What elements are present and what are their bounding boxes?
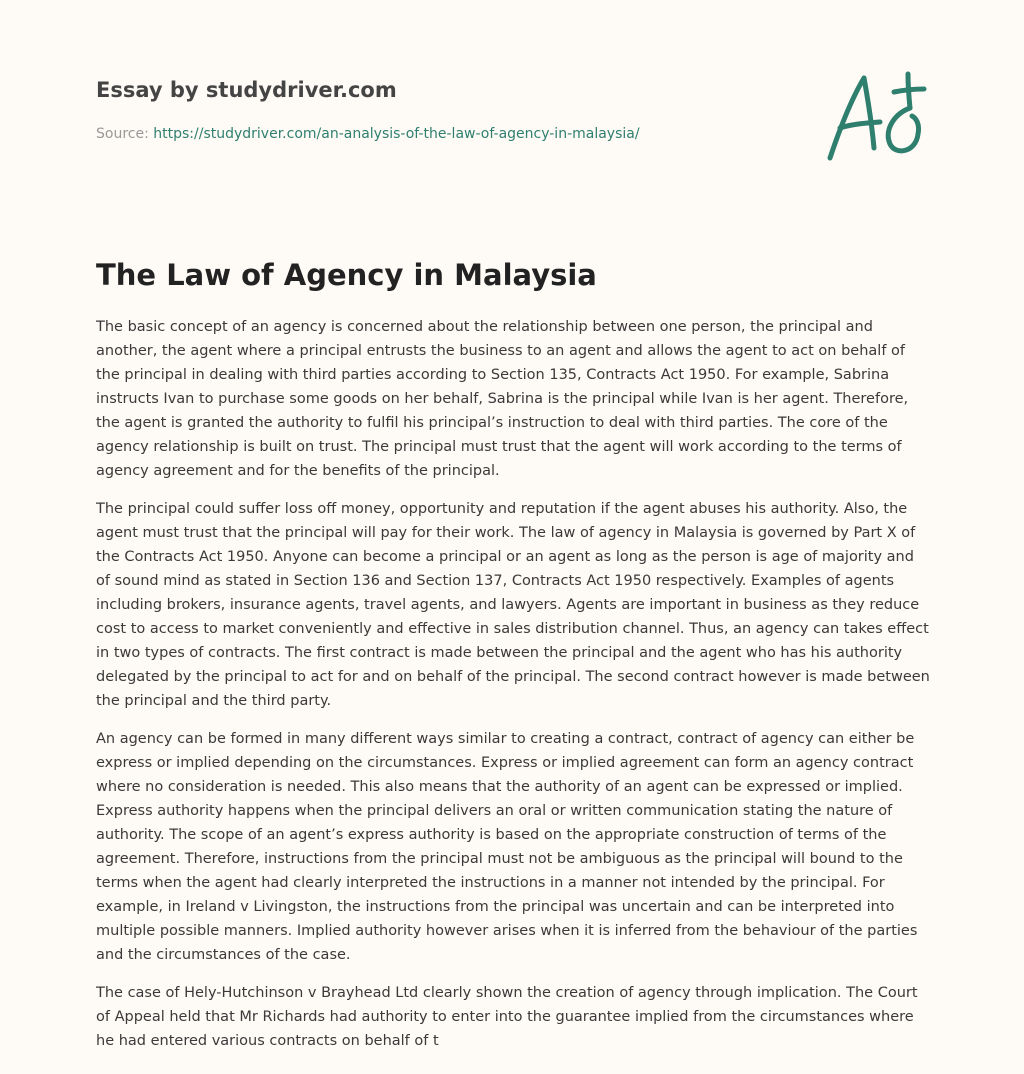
- paragraph: The principal could suffer loss off money, opportunity and reputation if the agent abuses his authority. Also, the agent must trust that the principal will pay for their work. The law of agency in Malaysia is governed by Part X of the Contracts Act 1950. Anyone can become a principal or an agent as long as the person is age of majority and of sound mind as stated in Section 136 and Section 137, Contracts Act 1950 respectively. Examples of agents including brokers, insurance agents, travel agents, and lawyers. Agents are important in business as they reduce cost to access to market conveniently and effective in sales distribution channel. Thus, an agency can takes effect in two types of contracts. The first contract is made between the principal and the agent who has his authority delegated by the principal to act for and on behalf of the principal. The second contract however is made between the principal and the third party.: [96, 501, 930, 709]
- paragraph: The case of Hely-Hutchinson v Brayhead Ltd clearly shown the creation of agency through implication. The Court of Appeal held that Mr Richards had authority to enter into the guarantee implied from the circumstances where he had entered various contracts on behalf of t: [96, 985, 918, 1049]
- essay-body: [96, 315, 932, 1067]
- essay-header: [96, 76, 796, 144]
- brand-title: Essay by studydriver.com: [96, 78, 397, 102]
- paragraph: An agency can be formed in many different ways similar to creating a contract, contract of agency can either be express or implied depending on the circumstances. Express or implied agreement can form an agency contract where no consideration is needed. This also means that the authority of an agent can be expressed or implied. Express authority happens when the principal delivers an oral or written communication stating the nature of authority. The scope of an agent’s express authority is based on the appropriate construction of terms of the agreement. Therefore, instructions from the principal must not be ambiguous as the principal will bound to the terms when the agent had clearly interpreted the instructions in a manner not intended by the principal. For example, in Ireland v Livingston, the instructions from the principal was uncertain and can be interpreted into multiple possible manners. Implied authority however arises when it is inferred from the behaviour of the parties and the circumstances of the case.: [96, 731, 918, 963]
- source-line: [96, 124, 796, 144]
- a-plus-logo-icon: [822, 68, 928, 164]
- source-label: Source:: [96, 126, 149, 142]
- essay-title: The Law of Agency in Malaysia: [96, 258, 597, 292]
- source-link[interactable]: https://studydriver.com/an-analysis-of-the-law-of-agency-in-malaysia/: [153, 126, 640, 142]
- paragraph: The basic concept of an agency is concerned about the relationship between one person, the principal and another, the agent where a principal entrusts the business to an agent and allows the agent to act on behalf of the principal in dealing with third parties according to Section 135, Contracts Act 1950. For example, Sabrina instructs Ivan to purchase some goods on her behalf, Sabrina is the principal while Ivan is her agent. Therefore, the agent is granted the authority to fulfil his principal’s instruction to deal with third parties. The core of the agency relationship is built on trust. The principal must trust that the agent will work according to the terms of agency agreement and for the benefits of the principal.: [96, 319, 909, 479]
